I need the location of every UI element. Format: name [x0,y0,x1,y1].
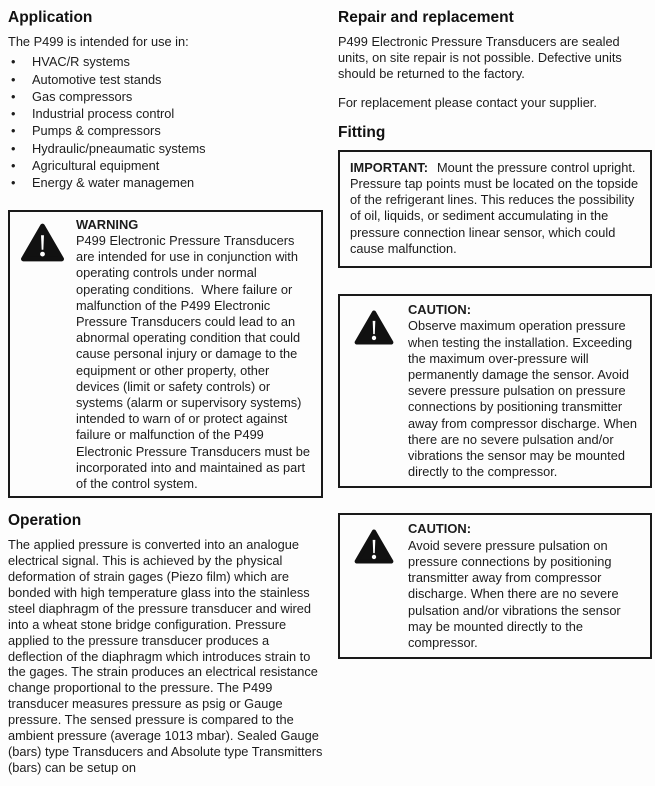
warning-triangle-icon [354,521,408,651]
list-item [8,174,323,191]
list-item [8,71,323,88]
warning-body: P499 Electronic Pressure Transducers are intended for use in conjunction with operating controls under normal operating conditions. Where failure or malfunction of the P499 Electronic Pressure Transducers could lead to an abnormal operating condition that could cause personal injury or damage to the equipment or other property, other devices (limit or safety controls) or systems (alarm or supervisory systems) intended to warn of or protect against failure or malfunction of the P499 Electronic Pressure Transducers must be incorporated into and maintained as part of the control system. [76,232,314,492]
list-item-label: Automotive test stands [32,71,162,87]
warning-box [8,210,323,499]
caution-1-body: Observe maximum operation pressure when testing the installation. Exceeding the maximum over-pressure will permanently damage the sensor. Avoid severe pressure pulsation on pressure connections by positioning transmitter away from compressor discharge. When there are no severe pulsation and/or vibrations the sensor may be mounted directly to the compressor. [408,318,641,480]
repair-heading: Repair and replacement [338,9,514,26]
operation-heading: Operation [8,512,82,530]
important-body: Mount the pressure control upright. Pressure tap points must be located on the topside of the refrigerant lines. This reduces the possibility of oil, liquids, or sediment accumulating in the pressure connection linear sensor, which could cause malfunction. [350,159,642,256]
warning-title: WARNING [76,216,139,232]
caution-1-text-block [408,302,642,480]
application-intro: The P499 is intended for use in: [8,34,189,49]
warning-triangle-icon [354,302,408,480]
list-item [8,157,323,174]
caution-2-text-block [408,521,642,651]
important-text [350,160,640,257]
list-item-label: Hydraulic/pneaumatic systems [32,140,206,156]
bullet-icon: • [11,106,16,122]
bullet-icon: • [11,140,16,156]
list-item-label: Agricultural equipment [32,157,160,173]
list-item-label: Industrial process control [32,106,175,122]
fitting-heading: Fitting [338,123,386,141]
caution-2-title: CAUTION: [408,521,472,537]
list-item [8,53,323,70]
right-column [338,8,652,786]
bullet-icon: • [11,175,16,191]
caution-1-title: CAUTION: [408,302,472,318]
operation-body: The applied pressure is converted into an analogue electrical signal. This is achieved by the physical deformation of strain gages (Piezo film) which are bonded with high temperature glass into the stainless steel diaphragm of the pressure transducer and wired into a wheat stone bridge configuration. Pressure applied to the pressure transducer produces a deflection of the diaphragm which introduces strain to the gages. The strain produces an electrical resistance change proportional to the pressure. The P499 transducer measures pressure as psig or Gauge pressure. The sensed pressure is compared to the ambient pressure (average 1013 mbar). Sealed Gauge (bars) type Transducers and Absolute type Transmitters (bars) can be setup on [8,537,323,775]
caution-2-body: Avoid severe pressure pulsation on pressure connections by positioning transmitter away from compressor discharge. When there are no severe pulsation and/or vibrations the sensor may be mounted directly to the compressor. [408,537,625,651]
list-item-label: HVAC/R systems [32,54,130,70]
repair-paragraph-2: For replacement please contact your supplier. [338,94,597,110]
caution-box-2 [338,513,652,659]
caution-box-1 [338,294,652,488]
warning-triangle-icon [20,217,76,493]
left-column [8,8,323,786]
list-item [8,105,323,122]
bullet-icon: • [11,71,16,87]
application-heading: Application [8,9,93,26]
list-item-label: Gas compressors [32,88,133,104]
warning-text-block [76,217,313,493]
list-item [8,140,323,157]
list-item [8,122,323,139]
list-item [8,88,323,105]
list-item-label: Energy & water managemen [32,175,195,191]
bullet-icon: • [11,157,16,173]
important-box [338,150,652,268]
important-label: IMPORTANT: [350,159,428,175]
bullet-icon: • [11,123,16,139]
list-item-label: Pumps & compressors [32,123,161,139]
application-bullet-list [8,53,323,191]
bullet-icon: • [11,88,16,104]
bullet-icon: • [11,54,16,70]
repair-paragraph-1: P499 Electronic Pressure Transducers are sealed units, on site repair is not possible. Defective units should be returned to the factory. [338,34,622,82]
